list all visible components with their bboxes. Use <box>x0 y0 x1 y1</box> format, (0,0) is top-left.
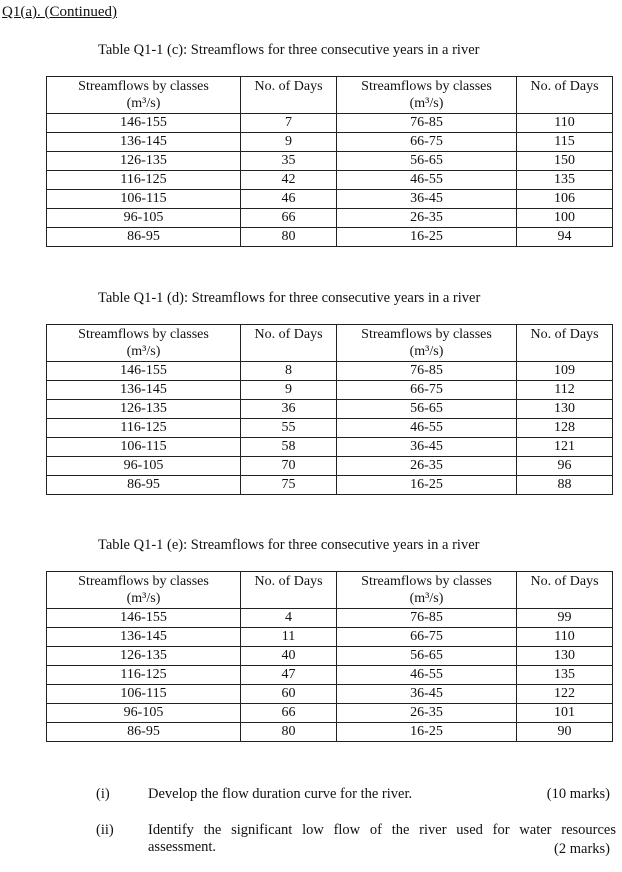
days-cell: 112 <box>517 381 613 400</box>
question-marks: (2 marks) <box>554 841 610 857</box>
header-no-of-days: No. of Days <box>241 572 337 609</box>
table-row <box>47 704 613 723</box>
flow-class-cell: 16-25 <box>337 476 517 495</box>
flow-class-cell: 116-125 <box>47 419 241 438</box>
header-unit: (m³/s) <box>126 96 161 111</box>
header-label: Streamflows by classes <box>78 327 209 342</box>
days-cell: 7 <box>241 114 337 133</box>
days-cell: 135 <box>517 666 613 685</box>
flow-class-cell: 16-25 <box>337 228 517 247</box>
flow-class-cell: 46-55 <box>337 666 517 685</box>
header-no-of-days: No. of Days <box>241 325 337 362</box>
days-cell: 100 <box>517 209 613 228</box>
question-text: Identify the significant low flow of the river used for water resources assessment. <box>148 822 616 855</box>
days-cell: 80 <box>241 228 337 247</box>
days-cell: 40 <box>241 647 337 666</box>
days-cell: 101 <box>517 704 613 723</box>
flow-class-cell: 36-45 <box>337 685 517 704</box>
flow-class-cell: 16-25 <box>337 723 517 742</box>
days-cell: 135 <box>517 171 613 190</box>
days-cell: 106 <box>517 190 613 209</box>
days-cell: 110 <box>517 114 613 133</box>
flow-class-cell: 36-45 <box>337 438 517 457</box>
flow-class-cell: 106-115 <box>47 438 241 457</box>
header-no-of-days: No. of Days <box>241 77 337 114</box>
flow-class-cell: 146-155 <box>47 114 241 133</box>
header-no-of-days: No. of Days <box>517 572 613 609</box>
flow-class-cell: 136-145 <box>47 381 241 400</box>
days-cell: 4 <box>241 609 337 628</box>
flow-class-cell: 56-65 <box>337 647 517 666</box>
days-cell: 121 <box>517 438 613 457</box>
flow-class-cell: 116-125 <box>47 666 241 685</box>
table-e-caption: Table Q1-1 (e): Streamflows for three consecutive years in a river <box>98 537 480 553</box>
flow-class-cell: 66-75 <box>337 381 517 400</box>
table-row <box>47 666 613 685</box>
header-streamflow-classes <box>47 77 241 114</box>
flow-class-cell: 96-105 <box>47 457 241 476</box>
days-cell: 58 <box>241 438 337 457</box>
header-unit: (m³/s) <box>126 344 161 359</box>
flow-class-cell: 56-65 <box>337 152 517 171</box>
days-cell: 9 <box>241 381 337 400</box>
header-streamflow-classes <box>47 325 241 362</box>
flow-class-cell: 26-35 <box>337 457 517 476</box>
table-header-row <box>47 325 613 362</box>
table-header-row <box>47 77 613 114</box>
days-cell: 99 <box>517 609 613 628</box>
table-row <box>47 381 613 400</box>
days-cell: 130 <box>517 647 613 666</box>
days-cell: 94 <box>517 228 613 247</box>
days-cell: 150 <box>517 152 613 171</box>
question-number: (ii) <box>96 822 114 838</box>
table-d-caption: Table Q1-1 (d): Streamflows for three consecutive years in a river <box>98 290 481 306</box>
header-no-of-days: No. of Days <box>517 77 613 114</box>
table-d <box>46 324 613 495</box>
table-row <box>47 438 613 457</box>
question-i <box>96 786 610 806</box>
flow-class-cell: 76-85 <box>337 362 517 381</box>
header-label: Streamflows by classes <box>78 574 209 589</box>
table-row <box>47 152 613 171</box>
flow-class-cell: 76-85 <box>337 114 517 133</box>
days-cell: 88 <box>517 476 613 495</box>
table-row <box>47 133 613 152</box>
header-no-of-days: No. of Days <box>517 325 613 362</box>
table-row <box>47 400 613 419</box>
table-row <box>47 362 613 381</box>
flow-class-cell: 136-145 <box>47 628 241 647</box>
days-cell: 8 <box>241 362 337 381</box>
flow-class-cell: 136-145 <box>47 133 241 152</box>
table-row <box>47 628 613 647</box>
days-cell: 35 <box>241 152 337 171</box>
header-label: Streamflows by classes <box>78 79 209 94</box>
table-header-row <box>47 572 613 609</box>
flow-class-cell: 146-155 <box>47 362 241 381</box>
days-cell: 11 <box>241 628 337 647</box>
header-streamflow-classes <box>337 77 517 114</box>
days-cell: 42 <box>241 171 337 190</box>
header-streamflow-classes <box>47 572 241 609</box>
table-row <box>47 723 613 742</box>
days-cell: 110 <box>517 628 613 647</box>
header-unit: (m³/s) <box>409 344 444 359</box>
days-cell: 75 <box>241 476 337 495</box>
table-row <box>47 647 613 666</box>
days-cell: 90 <box>517 723 613 742</box>
days-cell: 96 <box>517 457 613 476</box>
table-row <box>47 114 613 133</box>
header-unit: (m³/s) <box>126 591 161 606</box>
table-e <box>46 571 613 742</box>
flow-class-cell: 76-85 <box>337 609 517 628</box>
days-cell: 122 <box>517 685 613 704</box>
question-text: Develop the flow duration curve for the river. <box>148 786 413 802</box>
header-label: Streamflows by classes <box>361 79 492 94</box>
flow-class-cell: 96-105 <box>47 704 241 723</box>
header-streamflow-classes <box>337 325 517 362</box>
flow-class-cell: 106-115 <box>47 190 241 209</box>
flow-class-cell: 146-155 <box>47 609 241 628</box>
flow-class-cell: 86-95 <box>47 476 241 495</box>
days-cell: 46 <box>241 190 337 209</box>
days-cell: 130 <box>517 400 613 419</box>
flow-class-cell: 26-35 <box>337 209 517 228</box>
flow-class-cell: 126-135 <box>47 647 241 666</box>
header-label: Streamflows by classes <box>361 327 492 342</box>
days-cell: 60 <box>241 685 337 704</box>
flow-class-cell: 116-125 <box>47 171 241 190</box>
question-number: (i) <box>96 786 110 802</box>
flow-class-cell: 46-55 <box>337 419 517 438</box>
days-cell: 66 <box>241 209 337 228</box>
table-row <box>47 171 613 190</box>
flow-class-cell: 126-135 <box>47 152 241 171</box>
header-streamflow-classes <box>337 572 517 609</box>
flow-class-cell: 106-115 <box>47 685 241 704</box>
flow-class-cell: 96-105 <box>47 209 241 228</box>
days-cell: 109 <box>517 362 613 381</box>
flow-class-cell: 36-45 <box>337 190 517 209</box>
header-label: Streamflows by classes <box>361 574 492 589</box>
days-cell: 9 <box>241 133 337 152</box>
table-row <box>47 457 613 476</box>
flow-class-cell: 66-75 <box>337 133 517 152</box>
section-heading: Q1(a). (Continued) <box>2 4 117 20</box>
flow-class-cell: 26-35 <box>337 704 517 723</box>
table-row <box>47 685 613 704</box>
flow-class-cell: 86-95 <box>47 723 241 742</box>
days-cell: 70 <box>241 457 337 476</box>
table-row <box>47 209 613 228</box>
days-cell: 66 <box>241 704 337 723</box>
days-cell: 128 <box>517 419 613 438</box>
days-cell: 47 <box>241 666 337 685</box>
flow-class-cell: 56-65 <box>337 400 517 419</box>
table-c-caption: Table Q1-1 (c): Streamflows for three consecutive years in a river <box>98 42 480 58</box>
table-row <box>47 190 613 209</box>
flow-class-cell: 86-95 <box>47 228 241 247</box>
flow-class-cell: 126-135 <box>47 400 241 419</box>
flow-class-cell: 46-55 <box>337 171 517 190</box>
table-row <box>47 609 613 628</box>
days-cell: 55 <box>241 419 337 438</box>
question-ii <box>96 822 616 862</box>
table-row <box>47 476 613 495</box>
days-cell: 36 <box>241 400 337 419</box>
table-c <box>46 76 613 247</box>
question-marks: (10 marks) <box>546 786 610 802</box>
table-row <box>47 228 613 247</box>
table-row <box>47 419 613 438</box>
header-unit: (m³/s) <box>409 591 444 606</box>
flow-class-cell: 66-75 <box>337 628 517 647</box>
days-cell: 80 <box>241 723 337 742</box>
days-cell: 115 <box>517 133 613 152</box>
header-unit: (m³/s) <box>409 96 444 111</box>
